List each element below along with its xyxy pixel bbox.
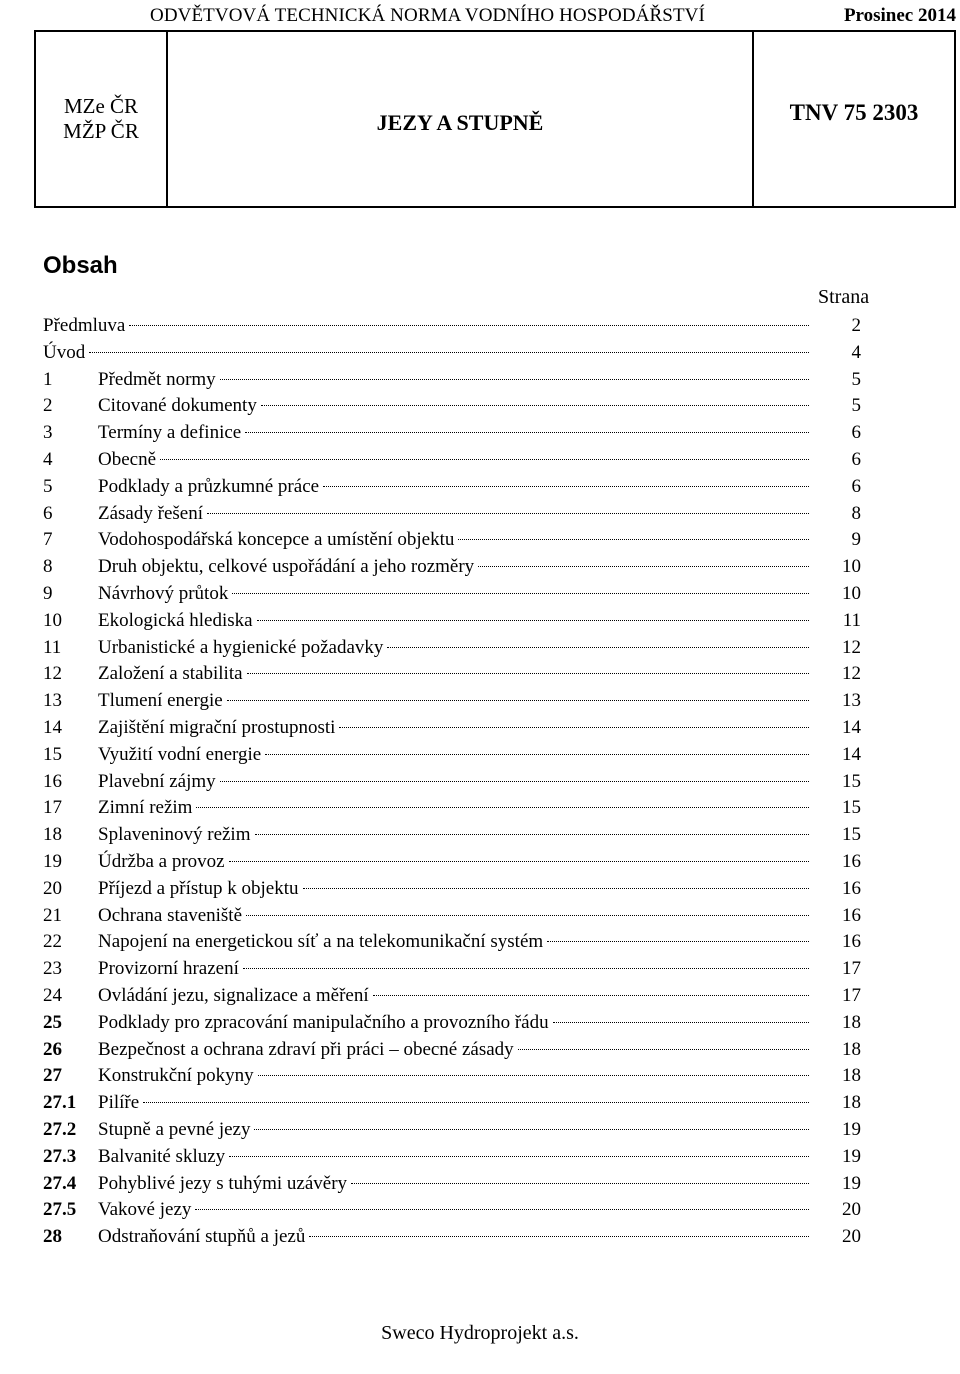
footer-company: Sweco Hydroprojekt a.s. <box>381 1322 579 1344</box>
toc-entry[interactable] <box>43 876 923 903</box>
toc-entry[interactable] <box>43 581 923 608</box>
toc-entry-title: Vodohospodářská koncepce a umístění objektu <box>98 529 455 551</box>
toc-dot-leader <box>553 1022 809 1023</box>
toc-entry-title: Druh objektu, celkové uspořádání a jeho rozměry <box>98 556 475 578</box>
toc-entry-title: Ovládání jezu, signalizace a měření <box>98 984 369 1006</box>
page-column-label: Strana <box>818 286 870 308</box>
toc-entry-number: 8 <box>43 556 53 578</box>
standard-code-cell <box>754 32 954 206</box>
toc-dot-leader <box>339 727 809 728</box>
toc-dot-leader <box>195 1209 809 1210</box>
toc-entry[interactable] <box>43 1224 923 1251</box>
toc-entry-number: 21 <box>43 904 62 926</box>
toc-entry-page: 15 <box>842 824 861 846</box>
toc-entry-page: 18 <box>842 1038 861 1060</box>
table-of-contents <box>43 313 923 1251</box>
toc-entry-title: Založení a stabilita <box>98 663 243 685</box>
toc-entry-page: 5 <box>851 395 861 417</box>
toc-entry-number: 20 <box>43 877 62 899</box>
toc-entry-title: Předmět normy <box>98 368 216 390</box>
toc-entry[interactable] <box>43 501 923 528</box>
toc-entry-number: 16 <box>43 770 62 792</box>
toc-entry-title: Návrhový průtok <box>98 582 229 604</box>
toc-entry-title: Úvod <box>43 341 86 363</box>
toc-entry[interactable] <box>43 661 923 688</box>
toc-entry-page: 18 <box>842 1065 861 1087</box>
toc-entry[interactable] <box>43 742 923 769</box>
toc-entry-title: Příjezd a přístup k objektu <box>98 877 299 899</box>
toc-entry-number: 18 <box>43 824 62 846</box>
toc-entry-title: Obecně <box>98 448 157 470</box>
toc-entry[interactable] <box>43 849 923 876</box>
toc-entry-page: 16 <box>842 904 861 926</box>
toc-entry[interactable] <box>43 635 923 662</box>
toc-entry-number: 5 <box>43 475 53 497</box>
toc-dot-leader <box>229 1156 809 1157</box>
toc-entry-title: Tlumení energie <box>98 690 223 712</box>
toc-entry-title: Pohyblivé jezy s tuhými uzávěry <box>98 1172 348 1194</box>
toc-dot-leader <box>547 941 809 942</box>
toc-entry-page: 12 <box>842 636 861 658</box>
toc-entry-number: 10 <box>43 609 62 631</box>
standard-code: TNV 75 2303 <box>789 100 919 125</box>
toc-dot-leader <box>89 352 809 353</box>
toc-entry[interactable] <box>43 1090 923 1117</box>
toc-entry-page: 17 <box>842 958 861 980</box>
toc-entry-number: 4 <box>43 448 53 470</box>
toc-dot-leader <box>247 673 809 674</box>
toc-entry[interactable] <box>43 1010 923 1037</box>
toc-dot-leader <box>220 379 809 380</box>
toc-dot-leader <box>232 593 809 594</box>
toc-entry[interactable] <box>43 313 923 340</box>
toc-entry-number: 11 <box>43 636 62 658</box>
toc-dot-leader <box>143 1102 809 1103</box>
toc-entry-title: Bezpečnost a ochrana zdraví při práci – obecné zásady <box>98 1038 514 1060</box>
toc-entry[interactable] <box>43 795 923 822</box>
toc-entry[interactable] <box>43 822 923 849</box>
toc-entry-title: Pilíře <box>98 1092 140 1114</box>
toc-entry-number: 27.5 <box>43 1199 77 1221</box>
toc-entry[interactable] <box>43 554 923 581</box>
toc-dot-leader <box>323 486 809 487</box>
toc-entry-page: 13 <box>842 690 861 712</box>
toc-dot-leader <box>245 432 809 433</box>
toc-entry-page: 10 <box>842 582 861 604</box>
ministry-line-2: MŽP ČR <box>63 119 139 143</box>
toc-dot-leader <box>207 513 809 514</box>
toc-entry-number: 13 <box>43 690 62 712</box>
toc-entry-page: 15 <box>842 770 861 792</box>
toc-entry[interactable] <box>43 769 923 796</box>
toc-entry-page: 20 <box>842 1199 861 1221</box>
toc-entry-number: 12 <box>43 663 62 685</box>
toc-dot-leader <box>387 647 809 648</box>
toc-entry-number: 3 <box>43 422 53 444</box>
toc-entry-title: Využití vodní energie <box>98 743 262 765</box>
toc-entry-page: 16 <box>842 877 861 899</box>
toc-entry-page: 14 <box>842 716 861 738</box>
toc-entry-page: 5 <box>851 368 861 390</box>
toc-entry-number: 15 <box>43 743 62 765</box>
toc-entry-number: 24 <box>43 984 62 1006</box>
toc-dot-leader <box>373 995 809 996</box>
standard-category-label: ODVĚTVOVÁ TECHNICKÁ NORMA VODNÍHO HOSPODÁŘSTVÍ <box>150 5 705 26</box>
toc-entry-title: Urbanistické a hygienické požadavky <box>98 636 384 658</box>
toc-entry[interactable] <box>43 983 923 1010</box>
toc-entry[interactable] <box>43 715 923 742</box>
toc-entry-page: 2 <box>851 315 861 336</box>
toc-entry-number: 27 <box>43 1065 62 1087</box>
toc-entry-title: Vakové jezy <box>98 1199 192 1221</box>
toc-entry-page: 20 <box>842 1226 861 1248</box>
toc-entry-number: 25 <box>43 1011 62 1033</box>
toc-entry-title: Podklady pro zpracování manipulačního a provozního řádu <box>98 1011 549 1033</box>
toc-dot-leader <box>243 968 809 969</box>
toc-entry-title: Ekologická hlediska <box>98 609 253 631</box>
toc-dot-leader <box>229 861 809 862</box>
toc-entry-number: 27.2 <box>43 1118 77 1140</box>
toc-entry-page: 6 <box>851 475 861 497</box>
toc-entry-page: 17 <box>842 984 861 1006</box>
toc-entry[interactable] <box>43 420 923 447</box>
toc-entry-number: 2 <box>43 395 53 417</box>
toc-entry-page: 10 <box>842 556 861 578</box>
toc-entry[interactable] <box>43 1144 923 1171</box>
toc-entry-page: 9 <box>851 529 861 551</box>
toc-entry[interactable] <box>43 340 923 367</box>
toc-entry-page: 19 <box>842 1118 861 1140</box>
toc-entry[interactable] <box>43 474 923 501</box>
toc-dot-leader <box>351 1183 809 1184</box>
toc-entry-title: Zajištění migrační prostupnosti <box>98 716 336 738</box>
toc-entry-page: 11 <box>842 609 861 631</box>
standard-title: JEZY A STUPNĚ <box>376 110 544 135</box>
standard-title-cell <box>168 32 752 206</box>
toc-entry-page: 15 <box>842 797 861 819</box>
toc-entry[interactable] <box>43 1063 923 1090</box>
toc-entry-title: Údržba a provoz <box>98 850 225 872</box>
toc-entry-title: Podklady a průzkumné práce <box>98 475 320 497</box>
toc-entry[interactable] <box>43 929 923 956</box>
toc-entry-title: Termíny a definice <box>98 422 242 444</box>
toc-entry-number: 14 <box>43 716 62 738</box>
toc-entry-page: 12 <box>842 663 861 685</box>
toc-entry-title: Plavební zájmy <box>98 770 216 792</box>
toc-entry-title: Ochrana staveniště <box>98 904 243 926</box>
toc-dot-leader <box>227 700 809 701</box>
toc-entry[interactable] <box>43 1037 923 1064</box>
toc-entry-title: Provizorní hrazení <box>98 958 239 980</box>
ministry-line-1: MZe ČR <box>63 94 139 118</box>
toc-entry-number: 27.1 <box>43 1092 77 1114</box>
toc-entry[interactable] <box>43 527 923 554</box>
toc-entry[interactable] <box>43 688 923 715</box>
toc-entry[interactable] <box>43 1197 923 1224</box>
document-top-line <box>34 0 960 30</box>
toc-entry-page: 19 <box>842 1145 861 1167</box>
toc-dot-leader <box>309 1236 809 1237</box>
toc-dot-leader <box>129 325 809 326</box>
toc-entry-number: 28 <box>43 1226 62 1248</box>
toc-entry-page: 18 <box>842 1011 861 1033</box>
toc-entry[interactable] <box>43 393 923 420</box>
toc-entry-number: 7 <box>43 529 53 551</box>
toc-entry-page: 4 <box>851 341 861 363</box>
toc-entry-number: 17 <box>43 797 62 819</box>
toc-entry-number: 9 <box>43 582 53 604</box>
toc-entry[interactable] <box>43 956 923 983</box>
toc-entry[interactable] <box>43 447 923 474</box>
toc-dot-leader <box>303 888 809 889</box>
toc-dot-leader <box>265 754 809 755</box>
toc-entry-number: 27.4 <box>43 1172 77 1194</box>
toc-dot-leader <box>458 539 809 540</box>
toc-entry[interactable] <box>43 1171 923 1198</box>
toc-dot-leader <box>518 1049 809 1050</box>
toc-entry-title: Zásady řešení <box>98 502 203 524</box>
toc-entry[interactable] <box>43 608 923 635</box>
toc-entry[interactable] <box>43 903 923 930</box>
toc-entry-number: 6 <box>43 502 53 524</box>
toc-dot-leader <box>254 1129 809 1130</box>
toc-dot-leader <box>160 459 809 460</box>
contents-heading: Obsah <box>43 252 118 279</box>
toc-entry-page: 8 <box>851 502 861 524</box>
toc-entry-page: 14 <box>842 743 861 765</box>
toc-dot-leader <box>255 834 810 835</box>
toc-entry-number: 27.3 <box>43 1145 77 1167</box>
toc-entry-page: 18 <box>842 1092 861 1114</box>
toc-entry-title: Předmluva <box>43 315 126 336</box>
toc-entry-number: 23 <box>43 958 62 980</box>
toc-entry-number: 19 <box>43 850 62 872</box>
toc-entry-page: 16 <box>842 931 861 953</box>
toc-entry-title: Splaveninový režim <box>98 824 251 846</box>
toc-entry-title: Balvanité skluzy <box>98 1145 226 1167</box>
toc-dot-leader <box>478 566 809 567</box>
toc-entry-page: 6 <box>851 422 861 444</box>
toc-entry-number: 22 <box>43 931 62 953</box>
toc-dot-leader <box>196 807 809 808</box>
toc-entry-number: 26 <box>43 1038 62 1060</box>
toc-entry[interactable] <box>43 1117 923 1144</box>
toc-dot-leader <box>246 915 809 916</box>
toc-entry-title: Odstraňování stupňů a jezů <box>98 1226 306 1248</box>
toc-entry[interactable] <box>43 367 923 394</box>
toc-dot-leader <box>220 781 809 782</box>
toc-entry-page: 6 <box>851 448 861 470</box>
toc-entry-title: Zimní režim <box>98 797 193 819</box>
toc-entry-title: Konstrukční pokyny <box>98 1065 254 1087</box>
toc-entry-page: 19 <box>842 1172 861 1194</box>
toc-entry-number: 1 <box>43 368 53 390</box>
toc-entry-title: Stupně a pevné jezy <box>98 1118 251 1140</box>
standard-header-box <box>34 30 956 208</box>
toc-dot-leader <box>261 405 809 406</box>
toc-dot-leader <box>257 620 809 621</box>
issue-date: Prosinec 2014 <box>843 5 956 26</box>
ministries-cell <box>36 32 166 206</box>
toc-dot-leader <box>258 1075 809 1076</box>
toc-entry-page: 16 <box>842 850 861 872</box>
toc-entry-title: Citované dokumenty <box>98 395 257 417</box>
toc-entry-title: Napojení na energetickou síť a na telekomunikační systém <box>98 931 544 953</box>
